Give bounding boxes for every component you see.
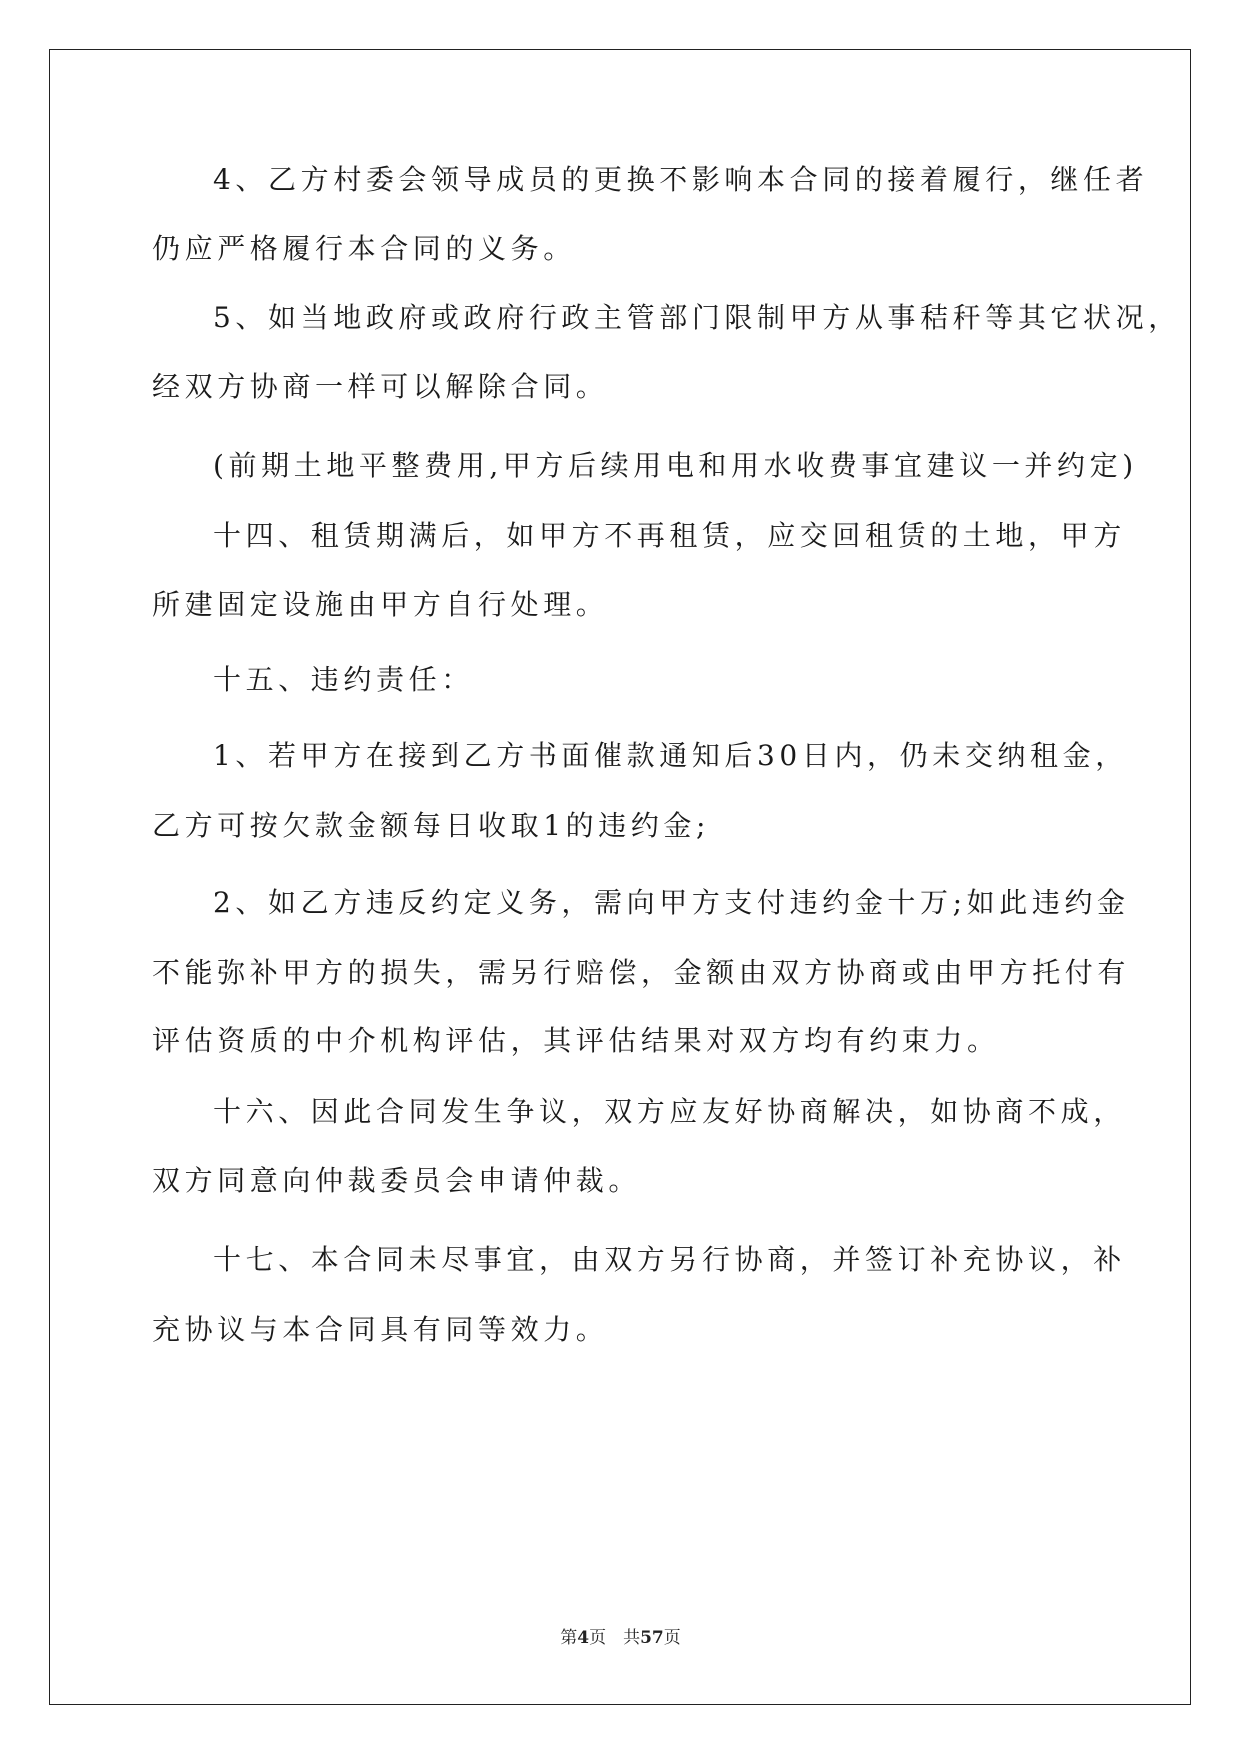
total-page-count: 57: [640, 1628, 664, 1648]
paragraph-line: 不能弥补甲方的损失，需另行赔偿，金额由双方协商或由甲方托付有: [152, 956, 1131, 989]
section-heading: 十五、违约责任：: [213, 663, 474, 696]
paragraph-line: 充协议与本合同具有同等效力。: [152, 1313, 609, 1346]
page-footer: [0, 1626, 1241, 1650]
paragraph-line: 4、乙方村委会领导成员的更换不影响本合同的接着履行，继任者: [213, 163, 1149, 196]
current-page-number: 4: [577, 1628, 590, 1648]
paragraph-line: 5、如当地政府或政府行政主管部门限制甲方从事秸秆等其它状况，: [213, 301, 1181, 334]
page-label-mid: 页 共: [589, 1628, 641, 1648]
paragraph-line: 十七、本合同未尽事宜，由双方另行协商，并签订补充协议，补: [213, 1243, 1126, 1276]
paragraph-line: (前期土地平整费用,甲方后续用电和用水收费事宜建议一并约定): [213, 449, 1138, 482]
paragraph-line: 仍应严格履行本合同的义务。: [152, 232, 576, 265]
paragraph-line: 1、若甲方在接到乙方书面催款通知后30日内，仍未交纳租金，: [213, 739, 1128, 772]
paragraph-line: 2、如乙方违反约定义务，需向甲方支付违约金十万;如此违约金: [213, 886, 1130, 919]
paragraph-line: 经双方协商一样可以解除合同。: [152, 370, 609, 403]
paragraph-line: 所建固定设施由甲方自行处理。: [152, 588, 609, 621]
page-label-suffix: 页: [663, 1628, 681, 1648]
page-label-prefix: 第: [560, 1628, 578, 1648]
paragraph-line: 乙方可按欠款金额每日收取1的违约金;: [152, 809, 711, 842]
paragraph-line: 十六、因此合同发生争议，双方应友好协商解决，如协商不成，: [213, 1095, 1126, 1128]
paragraph-line: 双方同意向仲裁委员会申请仲裁。: [152, 1164, 642, 1197]
paragraph-line: 十四、租赁期满后，如甲方不再租赁，应交回租赁的土地，甲方: [213, 519, 1126, 552]
paragraph-line: 评估资质的中介机构评估，其评估结果对双方均有约束力。: [152, 1024, 1000, 1057]
